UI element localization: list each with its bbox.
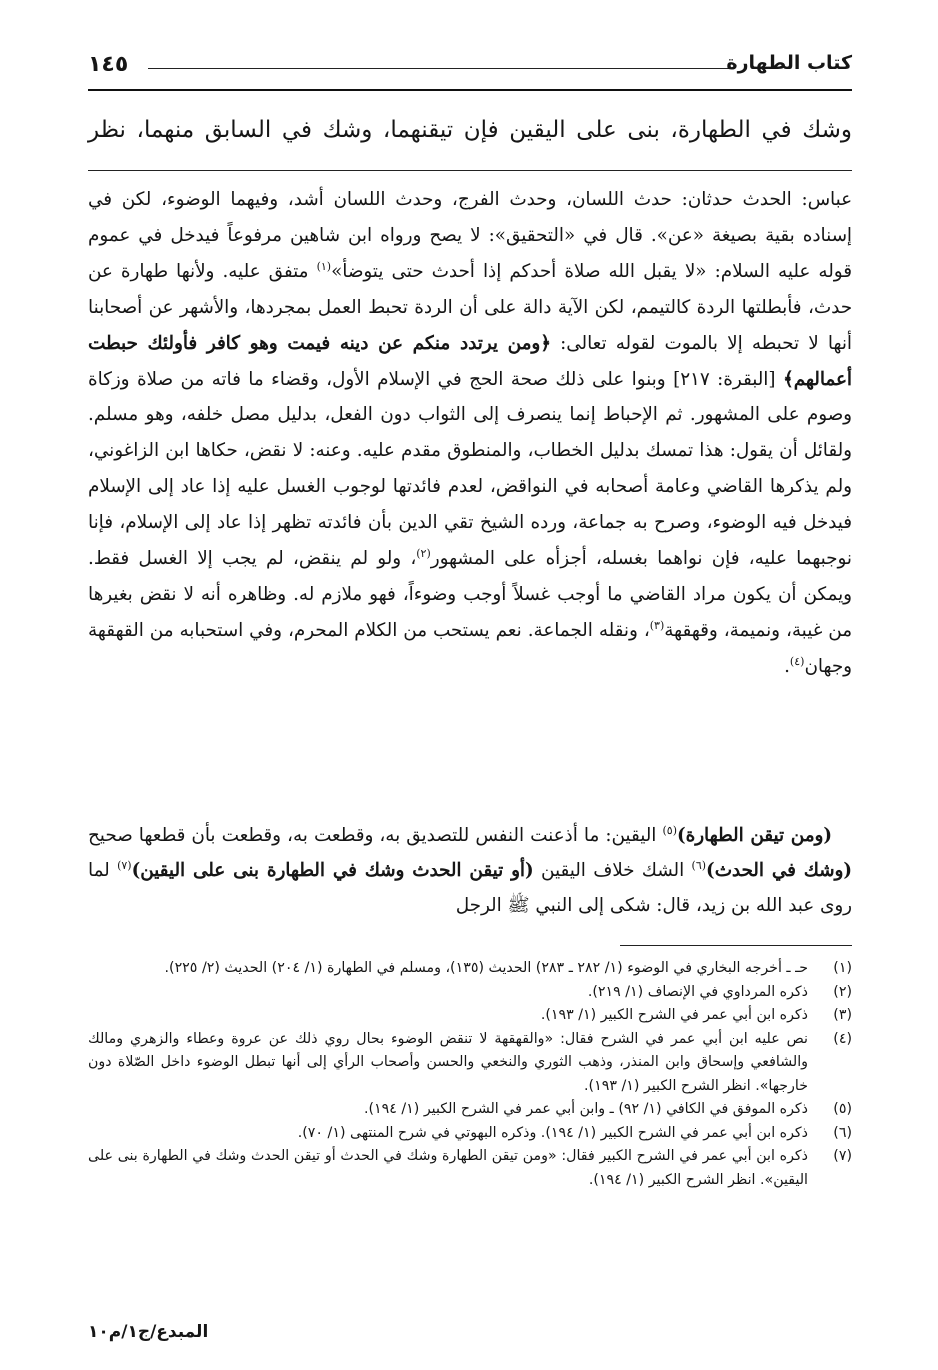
header-rule: [88, 89, 852, 91]
main-paragraph: [88, 818, 852, 923]
sharh-text: لما روى عبد الله بن زيد، قال: شكى إلى النبي ﷺ الرجل: [88, 860, 852, 916]
commentary-text: متفق عليه. ولأنها طهارة عن حدث، فأبطلتها الردة كالتيمم، لكن الآية دالة على أن الردة تحبط العمل بمجردها، والأشهر عن أصحابنا أنها لا تحبطه إلا بالموت لقوله تعالى:: [88, 260, 852, 354]
commentary-text: عباس: الحدث حدثان: حدث اللسان، وحدث الفرج، وحدث اللسان أشد، وفيهما الوضوء، لكن في إسناده بقية بصيغة «عن». قال في «التحقيق»: لا يصح ورواه ابن شاهين مرفوعاً فيدخل في عموم قوله عليه السلام: «لا يقبل الله صلاة أحدكم إذا أحدث حتى يتوضأ»: [88, 189, 852, 282]
footnote-text: ذكره ابن أبي عمر في الشرح الكبير (١/ ١٩٤). وذكره البهوتي في شرح المنتهى (١/ ٧٠).: [297, 1124, 808, 1141]
commentary-block: [88, 182, 852, 685]
footnote-ref: (٥): [662, 823, 677, 837]
commentary-separator: [88, 170, 852, 171]
commentary-text: .: [784, 655, 790, 677]
footnote-text: حـ ـ أخرجه البخاري في الوضوء (١/ ٢٨٢ ـ ٢٨٣) الحديث (١٣٥)، ومسلم في الطهارة (١/ ٢٠٤) الحديث (٢/ ٢٢٥).: [164, 960, 808, 976]
footnote-text: نص عليه ابن أبي عمر في الشرح فقال: «والقهقهة لا تنقض الوضوء بحال روي ذلك عن عروة وعطاء والزهري ومالك والشافعي وإسحاق وابن المنذر، وذهب الثوري والنخعي والحسن وأصحاب الرأي إلى أنها تبطل الوضوء داخل الصّلاة دون خارجها». انظر الشرح الكبير (١/ ١٩٣).: [88, 1030, 808, 1094]
footnote-separator: [620, 945, 852, 946]
footnote-ref: (٧): [117, 858, 132, 872]
footnotes: [88, 957, 852, 1192]
footnote: [88, 1098, 852, 1122]
main-text-top-line: وشك في الطهارة، بنى على اليقين فإن تيقنهما، وشك في السابق منهما، نظر: [88, 117, 852, 143]
quran-verse: ﴿ومن يرتدد منكم عن دينه فيمت وهو كافر فأولئك حبطت أعمالهم﴾: [88, 332, 852, 390]
footnote: [88, 1028, 852, 1099]
matn-text: (أو تيقن الحدث وشك في الطهارة بنى على اليقين): [131, 860, 534, 881]
footnote: [88, 1004, 852, 1028]
sharh-text: الشك خلاف اليقين: [533, 860, 692, 881]
commentary-paragraph: [88, 182, 852, 685]
commentary-text: [البقرة: ٢١٧] وبنوا على ذلك صحة الحج في الإسلام الأول، وقضاء ما فاته من صلاة وزكاة وصوم على المشهور. ثم الإحباط إنما ينصرف إلى الثواب دون الفعل، بدليل مصل خلفه، وهو مسلم. ولقائل أن يقول: هذا تمسك بدليل الخطاب، والمنطوق مقدم عليه. وعنه: لا نقض، حكاها ابن الزاغوني، ولم يذكرها القاضي وعامة أصحابه في النواقض، لعدم فائدتها لوجوب الغسل عليه إذا عاد إلى الإسلام فيدخل فيه الوضوء، وصرح به جماعة، ورده الشيخ تقي الدين بأن فائدته تظهر إذا عاد إلى الإسلام، فإنا نوجبهما عليه، فإن نواهما بغسله، أجزأه على المشهور: [88, 368, 852, 570]
commentary-text: ، ونقله الجماعة. نعم يستحب من الكلام المحرم، وفي استحبابه من القهقهة وجهان: [88, 619, 852, 677]
footnote: [88, 981, 852, 1005]
footnote-number: (٥): [833, 1101, 852, 1117]
footnote-ref: (٤): [789, 654, 805, 668]
footnote-ref: (١): [316, 259, 332, 273]
footnote-number: (٦): [833, 1124, 852, 1141]
footnote-number: (٣): [833, 1007, 852, 1023]
footnote-number: (١): [833, 960, 852, 976]
printer-signature: المبدع/ج١/م١٠: [88, 1322, 209, 1342]
page-header: [88, 52, 852, 82]
footnote-ref: (٣): [649, 618, 665, 632]
matn-text: (ومن تيقن الطهارة): [677, 825, 832, 846]
header-line: [148, 68, 734, 69]
footnote-number: (٧): [833, 1148, 852, 1164]
book-title: كتاب الطهارة: [726, 52, 852, 74]
footnote-ref: (٦): [691, 858, 707, 872]
footnote-number: (٢): [833, 983, 852, 1000]
footnote-ref: (٢): [416, 546, 431, 560]
page-number: ١٤٥: [88, 52, 129, 77]
footnote-number: (٤): [833, 1030, 852, 1047]
footnote-text: ذكره ابن أبي عمر في الشرح الكبير فقال: «ومن تيقن الطهارة وشك في الحدث أو تيقن الحدث وشك في الطهارة بنى على اليقين». انظر الشرح الكبير (١/ ١٩٤).: [88, 1148, 808, 1188]
footnote: [88, 957, 852, 981]
matn-text: (وشك في الحدث): [706, 860, 852, 881]
main-text-block: [88, 818, 852, 923]
commentary-text: ، ولو لم ينقض، لم يجب إلا الغسل فقط. ويمكن أن يكون مراد القاضي ما أوجب غسلاً أوجب وضوءاً، فهو ملازم له. وظاهره أنه لا نقض بغيرها من غيبة، ونميمة، وقهقهة: [88, 548, 852, 641]
footnote: [88, 1122, 852, 1146]
footnote-text: ذكره الموفق في الكافي (١/ ٩٢) ـ وابن أبي عمر في الشرح الكبير (١/ ١٩٤).: [363, 1101, 808, 1117]
footnote-text: ذكره ابن أبي عمر في الشرح الكبير (١/ ١٩٣).: [540, 1007, 808, 1023]
footnote-text: ذكره المرداوي في الإنصاف (١/ ٢١٩).: [587, 983, 808, 1000]
footnote: [88, 1145, 852, 1192]
sharh-text: اليقين: ما أذعنت النفس للتصديق به، وقطعت به، وقطعت بأن قطعها صحيح: [88, 825, 663, 846]
